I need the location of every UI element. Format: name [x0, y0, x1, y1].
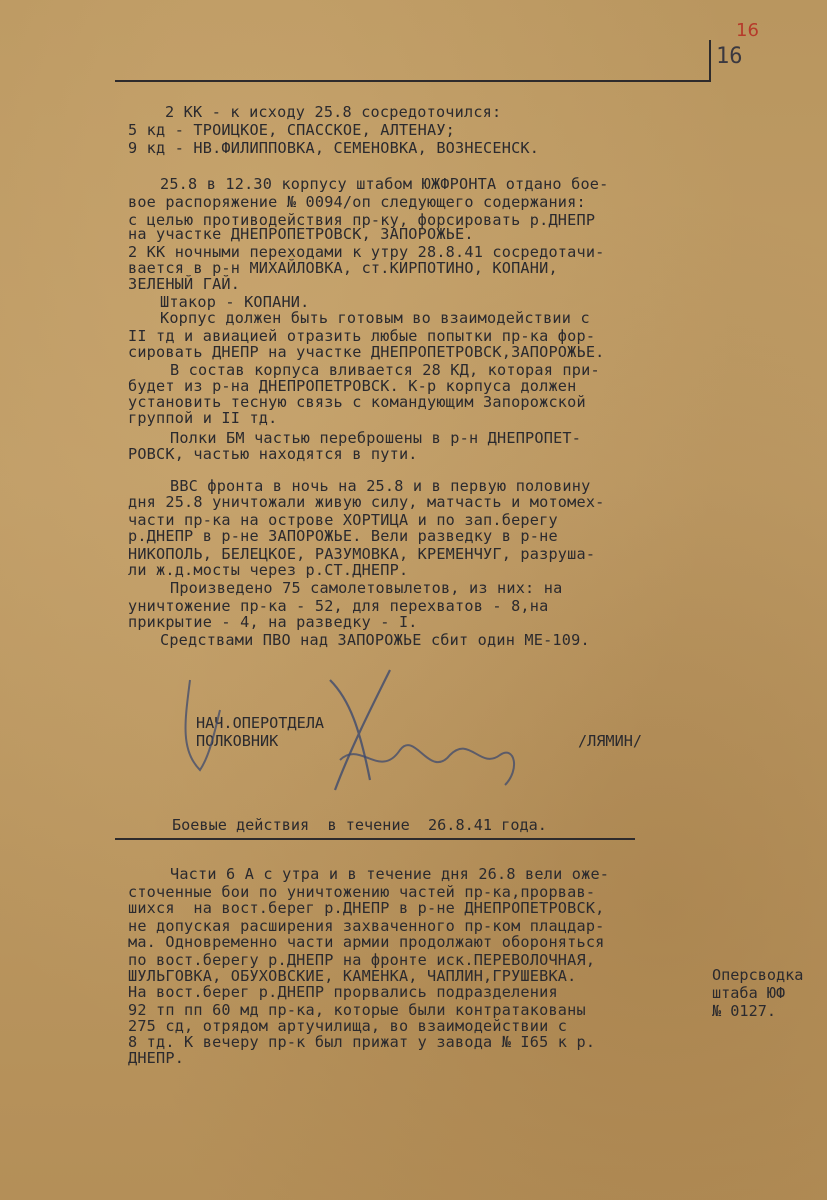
- text-line: уничтожение пр-ка - 52, для перехватов - 8,на: [128, 597, 549, 615]
- handwritten-signature: [160, 660, 540, 810]
- text-line: Средствами ПВО над ЗАПОРОЖЬЕ сбит один МЕ-109.: [160, 631, 590, 649]
- text-line: ли ж.д.мосты через р.СТ.ДНЕПР.: [128, 561, 409, 579]
- text-line: На вост.берег р.ДНЕПР прорвались подразделения: [128, 983, 558, 1001]
- signatory-name: /ЛЯМИН/: [578, 732, 643, 750]
- text-line: по вост.берегу р.ДНЕПР на фронте иск.ПЕРЕВОЛОЧНАЯ,: [128, 951, 596, 969]
- text-line: 92 тп пп 60 мд пр-ка, которые были контратакованы: [128, 1001, 586, 1019]
- text-line: Части 6 А с утра и в течение дня 26.8 вели оже-: [170, 865, 610, 883]
- margin-note-line: Оперсводка: [712, 966, 804, 984]
- text-line: с целью противодействия пр-ку, форсировать р.ДНЕПР: [128, 211, 596, 229]
- text-line: 9 кд - НВ.ФИЛИППОВКА, СЕМЕНОВКА, ВОЗНЕСЕНСК.: [128, 139, 540, 157]
- page-number: 16: [716, 44, 743, 69]
- margin-note-line: № 0127.: [712, 1002, 777, 1020]
- text-line: 25.8 в 12.30 корпусу штабом ЮЖФРОНТА отдано бое-: [160, 175, 609, 193]
- text-line: части пр-ка на острове ХОРТИЦА и по зап.берегу: [128, 511, 558, 529]
- text-line: р.ДНЕПР в р-не ЗАПОРОЖЬЕ. Вели разведку в р-не: [128, 527, 558, 545]
- text-line: на участке ДНЕПРОПЕТРОВСК, ЗАПОРОЖЬЕ.: [128, 225, 474, 243]
- text-line: не допуская расширения захваченного пр-ком плацдар-: [128, 917, 605, 935]
- archive-page-number: 16: [736, 20, 759, 41]
- corner-rule: [709, 40, 711, 82]
- text-line: ДНЕПР.: [128, 1049, 185, 1067]
- text-line: 5 кд - ТРОИЦКОЕ, СПАССКОЕ, АЛТЕНАУ;: [128, 121, 456, 139]
- text-line: ЗЕЛЕНЫЙ ГАЙ.: [128, 275, 241, 293]
- text-line: Полки БМ частью переброшены в р-н ДНЕПРОПЕТ-: [170, 429, 582, 447]
- text-line: 8 тд. К вечеру пр-к был прижат у завода № I65 к р.: [128, 1033, 596, 1051]
- text-line: вое распоряжение № 0094/оп следующего содержания:: [128, 193, 586, 211]
- text-line: НИКОПОЛЬ, БЕЛЕЦКОЕ, РАЗУМОВКА, КРЕМЕНЧУГ, разруша-: [128, 545, 596, 563]
- section-heading-rule: [115, 838, 635, 840]
- top-rule: [115, 80, 710, 82]
- text-line: В состав корпуса вливается 28 КД, которая при-: [170, 361, 600, 379]
- signature-title: НАЧ.ОПЕРОТДЕЛА: [196, 714, 325, 732]
- text-line: сировать ДНЕПР на участке ДНЕПРОПЕТРОВСК,ЗАПОРОЖЬЕ.: [128, 343, 605, 361]
- text-line: 2 КК - к исходу 25.8 сосредоточился:: [165, 103, 502, 121]
- text-line: сточенные бои по уничтожению частей пр-ка,прорвав-: [128, 883, 596, 901]
- text-line: Штакор - КОПАНИ.: [160, 293, 310, 311]
- text-line: шихся на вост.берег р.ДНЕПР в р-не ДНЕПРОПЕТРОВСК,: [128, 899, 605, 917]
- section-heading: Боевые действия в течение 26.8.41 года.: [172, 816, 547, 834]
- text-line: будет из р-на ДНЕПРОПЕТРОВСК. К-р корпуса должен: [128, 377, 577, 395]
- text-line: ма. Одновременно части армии продолжают обороняться: [128, 933, 605, 951]
- margin-note-line: штаба ЮФ: [712, 984, 786, 1002]
- text-line: РОВСК, частью находятся в пути.: [128, 445, 418, 463]
- text-line: дня 25.8 уничтожали живую силу, матчасть и мотомех-: [128, 493, 605, 511]
- text-line: ШУЛЬГОВКА, ОБУХОВСКИЕ, КАМЕНКА, ЧАПЛИН,ГРУШЕВКА.: [128, 967, 577, 985]
- text-line: 275 сд, отрядом артучилища, во взаимодействии с: [128, 1017, 568, 1035]
- text-line: ВВС фронта в ночь на 25.8 и в первую половину: [170, 477, 591, 495]
- text-line: установить тесную связь с командующим Запорожской: [128, 393, 586, 411]
- text-line: Произведено 75 самолетовылетов, из них: на: [170, 579, 563, 597]
- text-line: вается в р-н МИХАЙЛОВКА, ст.КИРПОТИНО, КОПАНИ,: [128, 259, 558, 277]
- signature-rank: ПОЛКОВНИК: [196, 732, 279, 750]
- text-line: Корпус должен быть готовым во взаимодействии с: [160, 309, 590, 327]
- text-line: II тд и авиацией отразить любые попытки пр-ка фор-: [128, 327, 596, 345]
- text-line: группой и II тд.: [128, 409, 278, 427]
- text-line: прикрытие - 4, на разведку - I.: [128, 613, 418, 631]
- text-line: 2 КК ночными переходами к утру 28.8.41 сосредотачи-: [128, 243, 605, 261]
